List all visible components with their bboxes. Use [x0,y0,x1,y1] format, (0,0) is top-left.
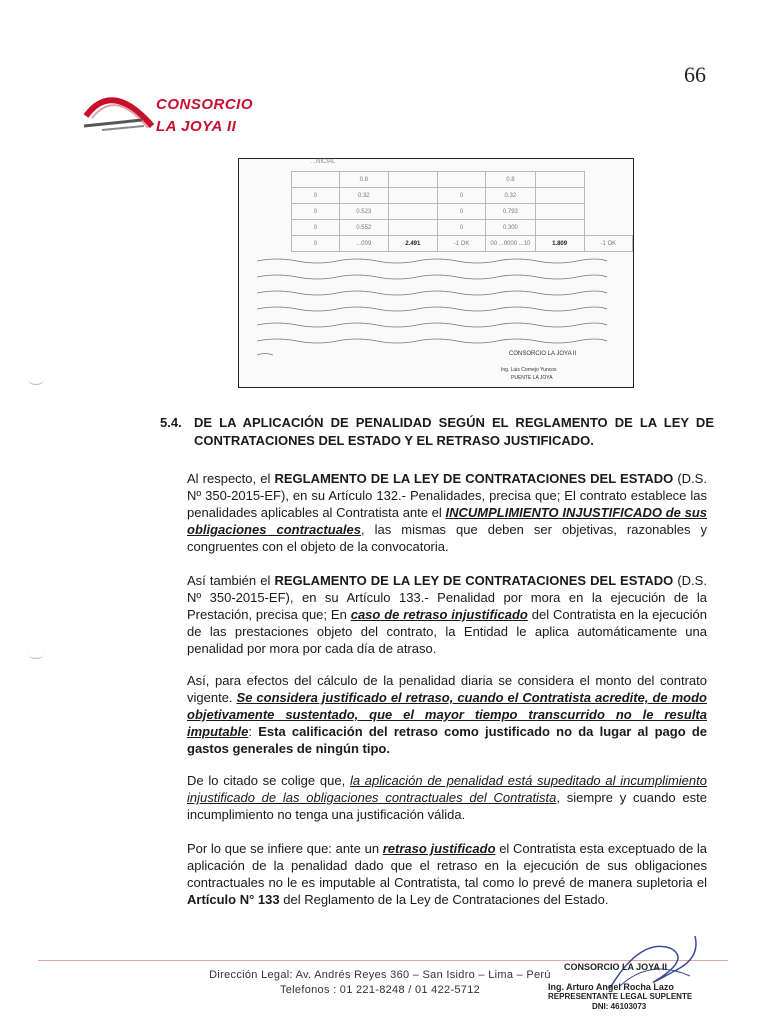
paragraph-3: Así, para efectos del cálculo de la penalidad diaria se considera el monto del contrato vigente. Se considera justificado el retraso, cuando el Contratista acredite, de modo objetivamente sustentado, que el mayor tiempo transcurrido no le resulta imputable: Esta calificación del retraso como justificado no da lugar al pago de gastos generales de ningún tipo. [187,673,708,756]
logo-line2: LA JOYA II [156,118,237,135]
scan-stamp-company: CONSORCIO LA JOYA II [509,351,577,357]
section-title: DE LA APLICACIÓN DE PENALIDAD SEGÚN EL REGLAMENTO DE LA LEY DE CONTRATACIONES DEL ESTADO Y EL RETRASO JUSTIFICADO. [194,415,714,448]
page-number: 66 [684,62,706,87]
paragraph-4: De lo citado se colige que, la aplicación de penalidad está supeditado al incumplimiento injustificado de las obligaciones contractuales del Contratista, siempre y cuando este incumplimiento no tenga una justificación válida. [187,773,707,822]
table-row: 0 ...009 2.491 -1 OK 00 ...0000 ...10 1.809 -1 OK [292,236,633,252]
stamp-company: CONSORCIO LA JOYA II [564,962,668,972]
footer-address: Dirección Legal: Av. Andrés Reyes 360 – San Isidro – Lima – Perú [209,969,551,981]
scanned-table-image [238,158,634,388]
paragraph-1: Al respecto, el REGLAMENTO DE LA LEY DE CONTRATACIONES DEL ESTADO (D.S. Nº 350-2015-EF), en su Artículo 132.- Penalidades, precisa que; El contrato establece las penalidades aplicables al Contratista ante el INCUMPLIMIENTO INJUSTIFICADO de sus obligaciones contractuales, las mismas que deben ser objetivas, razonables y congruentes con el objeto de la convocatoria. [187,471,707,554]
table-row: 0.8 0.8 [292,172,633,188]
scan-header-fragment: ...NICIAL [311,159,336,165]
footer [150,968,610,998]
signature-stamp [548,962,728,1012]
stamp-dni: DNI: 46103073 [592,1002,647,1011]
bridge-arch-icon [82,86,162,146]
footer-phones: Telefonos : 01 221-8248 / 01 422-5712 [279,984,481,996]
scan-table [291,171,633,252]
paragraph-2: Así también el REGLAMENTO DE LA LEY DE CONTRATACIONES DEL ESTADO (D.S. Nº 350-2015-EF), en su Artículo 133.- Penalidad por mora en la ejecución de la Prestación, precisa que; En caso de retraso injustificado del Contratista en la ejecución de las prestaciones objeto del contrato, la Entidad le aplica automáticamente una penalidad por mora por cada día de atraso. [187,573,708,656]
handwritten-notes [239,255,633,375]
table-row: 0 0.32 0 0.32 [292,188,633,204]
paragraph-5: Por lo que se infiere que: ante un retraso justificado el Contratista esta exceptuado de la aplicación de la penalidad dado que el retraso en la ejecución de sus obligaciones contractuales no le es imputable al Contratista, tal como lo prevé de manera supletoria el Artículo N° 133 del Reglamento de la Ley de Contrataciones del Estado. [187,841,707,907]
scan-stamp-role: PUENTE LA JOYA [511,375,553,381]
stamp-role: REPRESENTANTE LEGAL SUPLENTE [548,992,693,1001]
logo-line1: CONSORCIO [156,96,254,113]
punch-hole-mark [28,648,44,659]
section-number: 5.4. [160,415,182,430]
table-row: 0 0.552 0 0.300 [292,220,633,236]
punch-hole-mark [28,374,44,385]
company-logo [82,86,272,150]
table-row: 0 0.523 0 0.793 [292,204,633,220]
stamp-name: Ing. Arturo Angel Rocha Lazo [548,982,674,992]
scan-stamp-person: Ing. Luis Cornejo Yuncos [501,367,557,373]
